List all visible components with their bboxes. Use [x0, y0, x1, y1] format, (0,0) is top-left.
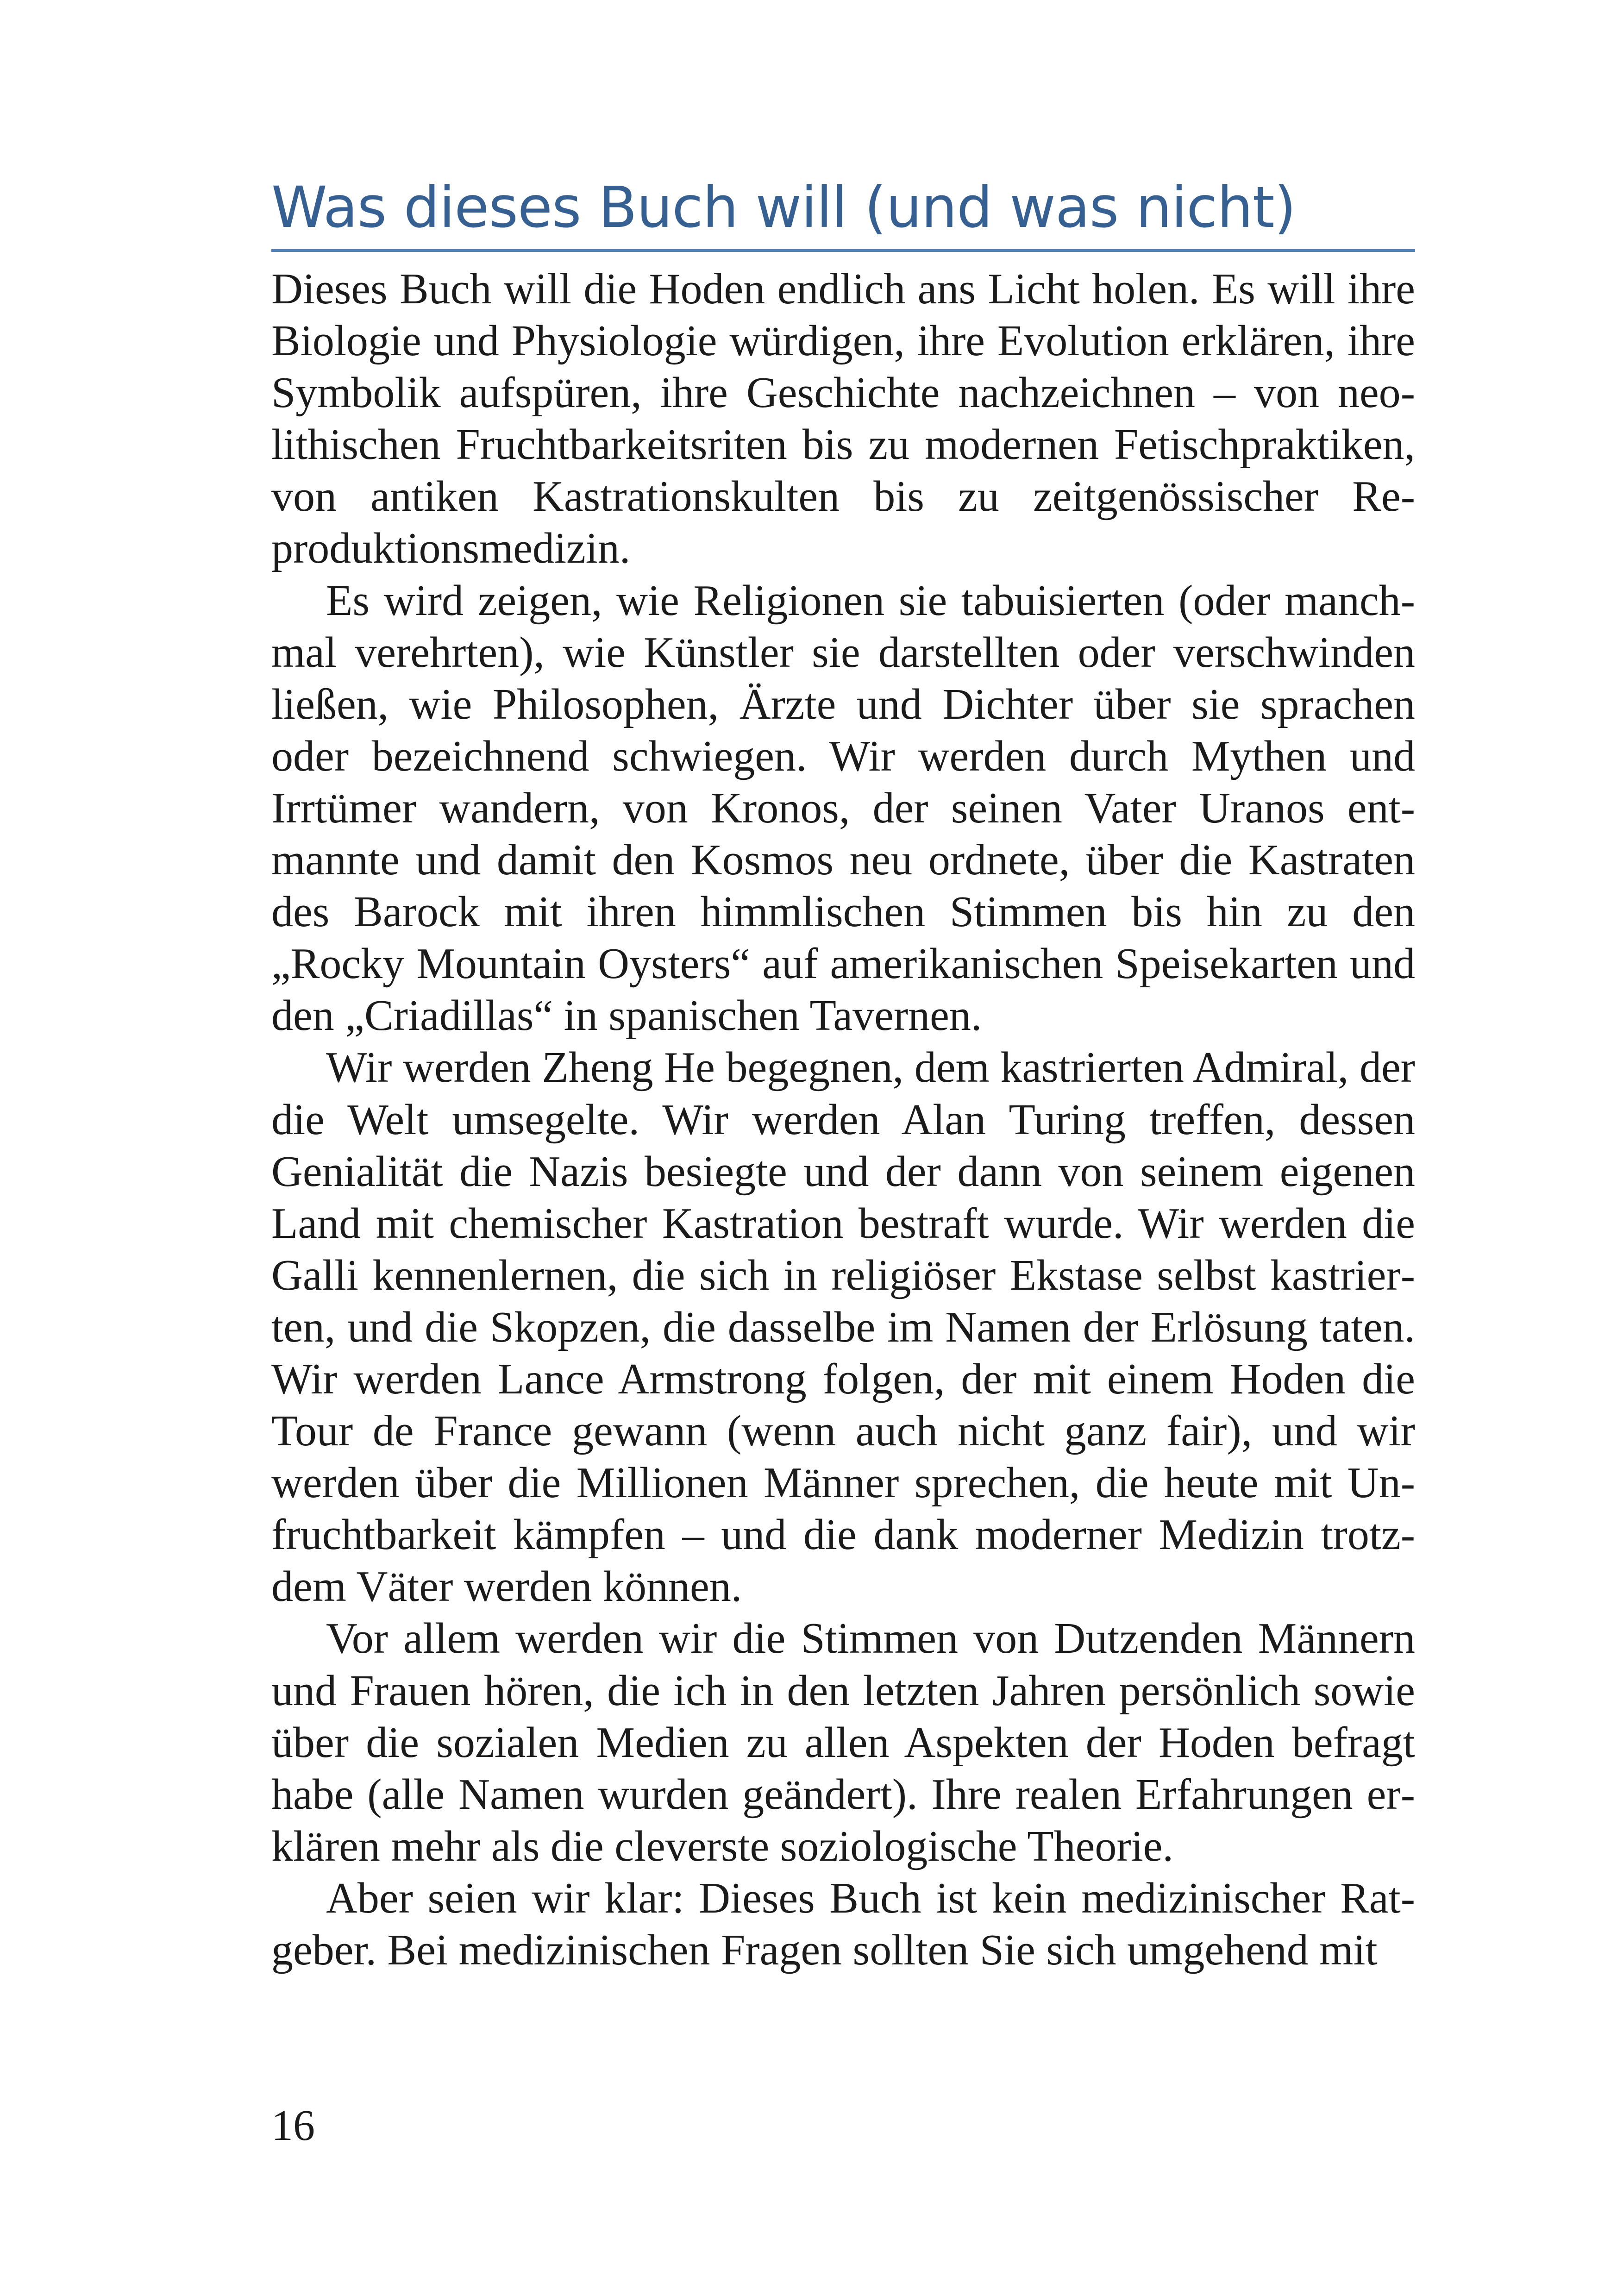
page-number: 16: [271, 2102, 315, 2150]
paragraph-disclaimer: Aber seien wir klar: Dieses Buch ist kein medizinischer Ratgeber. Bei medizinischen Fragen sollten Sie sich umgehend mit: [271, 1874, 1415, 1974]
paragraph-voices: Vor allem werden wir die Stimmen von Dutzenden Männern und Frauen hören, die ich in den letzten Jahren persönlich sowie über die sozialen Medien zu allen Aspekten der Hoden befragt habe (alle Namen wurden geändert). Ihre realen Erfahrungen erklären mehr als die cleverste soziologische Theorie.: [271, 1614, 1415, 1870]
paragraph-intro: Dieses Buch will die Hoden endlich ans Licht holen. Es will ihre Biologie und Physiologie würdigen, ihre Evolution erklären, ihre Symbolik aufspüren, ihre Geschichte nachzeichnen – von neolithischen Fruchtbarkeitsriten bis zu modernen Fetischpraktiken, von antiken Kastrationskulten bis zu zeitgenössischer Reproduktionsmedizin.: [271, 265, 1415, 573]
body-text: [271, 263, 1415, 1976]
paragraph-people: Wir werden Zheng He begegnen, dem kastrierten Admiral, der die Welt umsegelte. Wir werden Alan Turing treffen, dessen Genialität die Nazis besiegte und der dann von seinem eigenen Land mit chemischer Kastration bestraft wurde. Wir werden die Galli kennenlernen, die sich in religiöser Ekstase selbst kastrierten, und die Skopzen, die dasselbe im Namen der Erlösung taten. Wir werden Lance Armstrong folgen, der mit einem Hoden die Tour de France gewann (wenn auch nicht ganz fair), und wir werden über die Millionen Männer sprechen, die heute mit Unfruchtbarkeit kämpfen – und die dank moderner Medizin trotzdem Väter werden können.: [271, 1043, 1415, 1611]
section-heading: Was dieses Buch will (und was nicht): [271, 175, 1296, 240]
heading-underline: [271, 249, 1415, 252]
paragraph-religion: Es wird zeigen, wie Religionen sie tabuisierten (oder manchmal verehrten), wie Künstler sie darstellten oder verschwinden ließen, wie Philosophen, Ärzte und Dichter über sie sprachen oder bezeichnend schwiegen. Wir werden durch Mythen und Irrtümer wandern, von Kronos, der seinen Vater Uranos entmannte und damit den Kosmos neu ordnete, über die Kastraten des Barock mit ihren himmlischen Stimmen bis hin zu den „Rocky Mountain Oysters“ auf amerikanischen Speisekarten und den „Criadillas“ in spanischen Tavernen.: [271, 576, 1415, 1040]
